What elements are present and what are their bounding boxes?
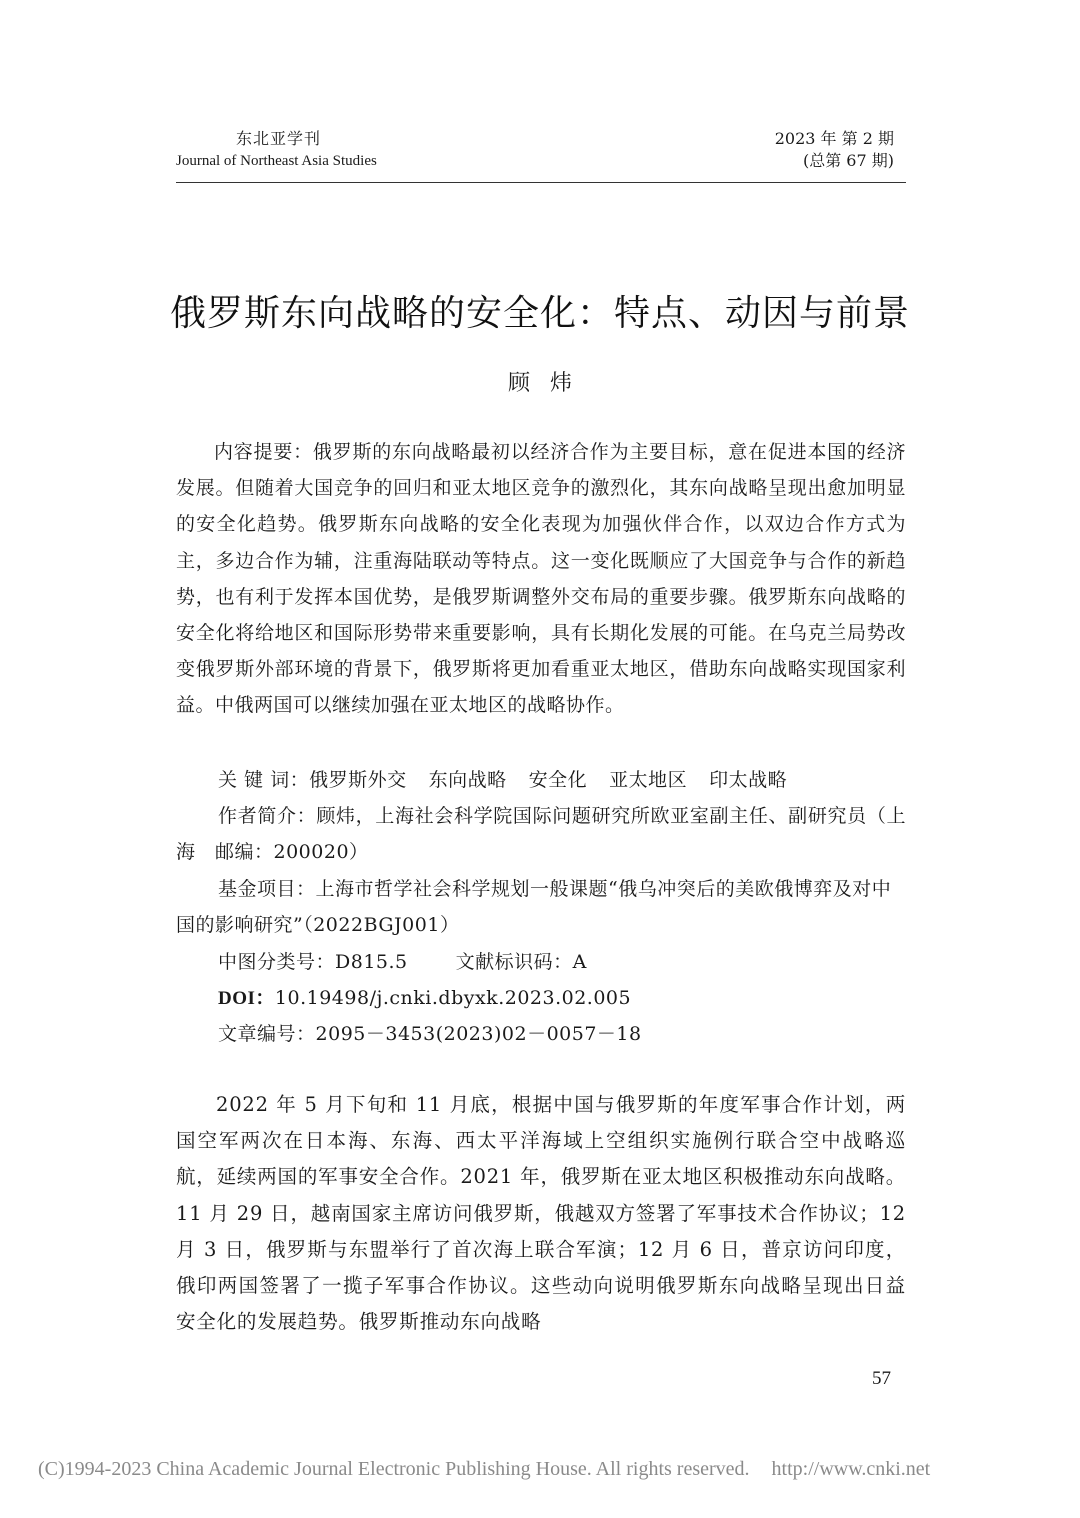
keyword: 俄罗斯外交 bbox=[309, 769, 407, 791]
abstract-text: 俄罗斯的东向战略最初以经济合作为主要目标，意在促进本国的经济发展。但随着大国竞争的回归和亚太地区竞争的激烈化，其东向战略呈现出愈加明显的安全化趋势。俄罗斯东向战略的安全化表现为加强伙伴合作，以双边合作方式为主，多边合作为辅，注重海陆联动等特点。这一变化既顺应了大国竞争与合作的新趋势，也有利于发挥本国优势，是俄罗斯调整外交布局的重要步骤。俄罗斯东向战略的安全化将给地区和国际形势带来重要影响，具有长期化发展的可能。在乌克兰局势改变俄罗斯外部环境的背景下，俄罗斯将更加看重亚太地区，借助东向战略实现国家利益。中俄两国可以继续加强在亚太地区的战略协作。 bbox=[176, 441, 906, 717]
journal-name-cn: 东北亚学刊 bbox=[236, 129, 322, 148]
doc-code-label: 文献标识码： bbox=[455, 951, 573, 973]
funding-text: 上海市哲学社会科学规划一般课题“俄乌冲突后的美欧俄博弈及对中国的影响研究”（2022BGJ001） bbox=[176, 878, 892, 937]
keyword: 印太战略 bbox=[709, 769, 788, 791]
total-issue-number: (总第 67 期) bbox=[802, 151, 894, 170]
article-number-value: 2095－3453(2023)02－0057－18 bbox=[315, 1023, 642, 1045]
copyright-footer bbox=[38, 1458, 930, 1481]
page-number: 57 bbox=[872, 1368, 891, 1389]
keyword: 亚太地区 bbox=[609, 769, 688, 791]
doi-value: 10.19498/j.cnki.dbyxk.2023.02.005 bbox=[274, 987, 632, 1009]
article-author: 顾炜 bbox=[507, 371, 592, 396]
keyword: 安全化 bbox=[528, 769, 588, 791]
journal-name-en: Journal of Northeast Asia Studies bbox=[176, 153, 377, 169]
doc-code-value: A bbox=[572, 951, 587, 973]
keywords-label: 关 键 词： bbox=[218, 769, 310, 791]
article-title: 俄罗斯东向战略的安全化：特点、动因与前景 bbox=[169, 293, 910, 334]
copyright-text: (C)1994-2023 China Academic Journal Electronic Publishing House. All rights reserved. bbox=[38, 1458, 750, 1480]
doi-label: DOI： bbox=[218, 988, 275, 1009]
clc-value: D815.5 bbox=[335, 951, 408, 973]
issue-number: 2023 年 第 2 期 bbox=[774, 129, 894, 148]
body-paragraph: 2022 年 5 月下旬和 11 月底，根据中国与俄罗斯的年度军事合作计划，两国空军两次在日本海、东海、西太平洋海域上空组织实施例行联合空中战略巡航，延续两国的军事安全合作。2021 年，俄罗斯在亚太地区积极推动东向战略。11 月 29 日，越南国家主席访问俄罗斯，俄越双方签署了军事技术合作协议；12 月 3 日，俄罗斯与东盟举行了首次海上联合军演；12 月 6 日，普京访问印度，俄印两国签署了一揽子军事合作协议。这些动向说明俄罗斯东向战略呈现出日益安全化的发展趋势。俄罗斯推动东向战略 bbox=[176, 1093, 906, 1334]
article-number bbox=[176, 1016, 906, 1052]
doi bbox=[176, 980, 906, 1017]
running-header bbox=[176, 128, 906, 183]
funding bbox=[176, 871, 906, 943]
classification bbox=[176, 944, 906, 980]
abstract bbox=[176, 434, 906, 724]
author-bio-label: 作者简介： bbox=[218, 805, 317, 827]
clc-label: 中图分类号： bbox=[218, 951, 336, 973]
author-bio-text: 顾炜，上海社会科学院国际问题研究所欧亚室副主任、副研究员（上海 邮编：200020） bbox=[176, 805, 906, 864]
keywords bbox=[176, 762, 906, 798]
author-bio bbox=[176, 798, 906, 870]
issue-info bbox=[775, 128, 894, 172]
journal-name bbox=[176, 128, 377, 172]
abstract-label: 内容提要： bbox=[214, 441, 313, 463]
keyword: 东向战略 bbox=[428, 769, 507, 791]
funding-label: 基金项目： bbox=[218, 878, 316, 900]
article-number-label: 文章编号： bbox=[218, 1023, 316, 1045]
cnki-url: http://www.cnki.net bbox=[771, 1458, 931, 1480]
